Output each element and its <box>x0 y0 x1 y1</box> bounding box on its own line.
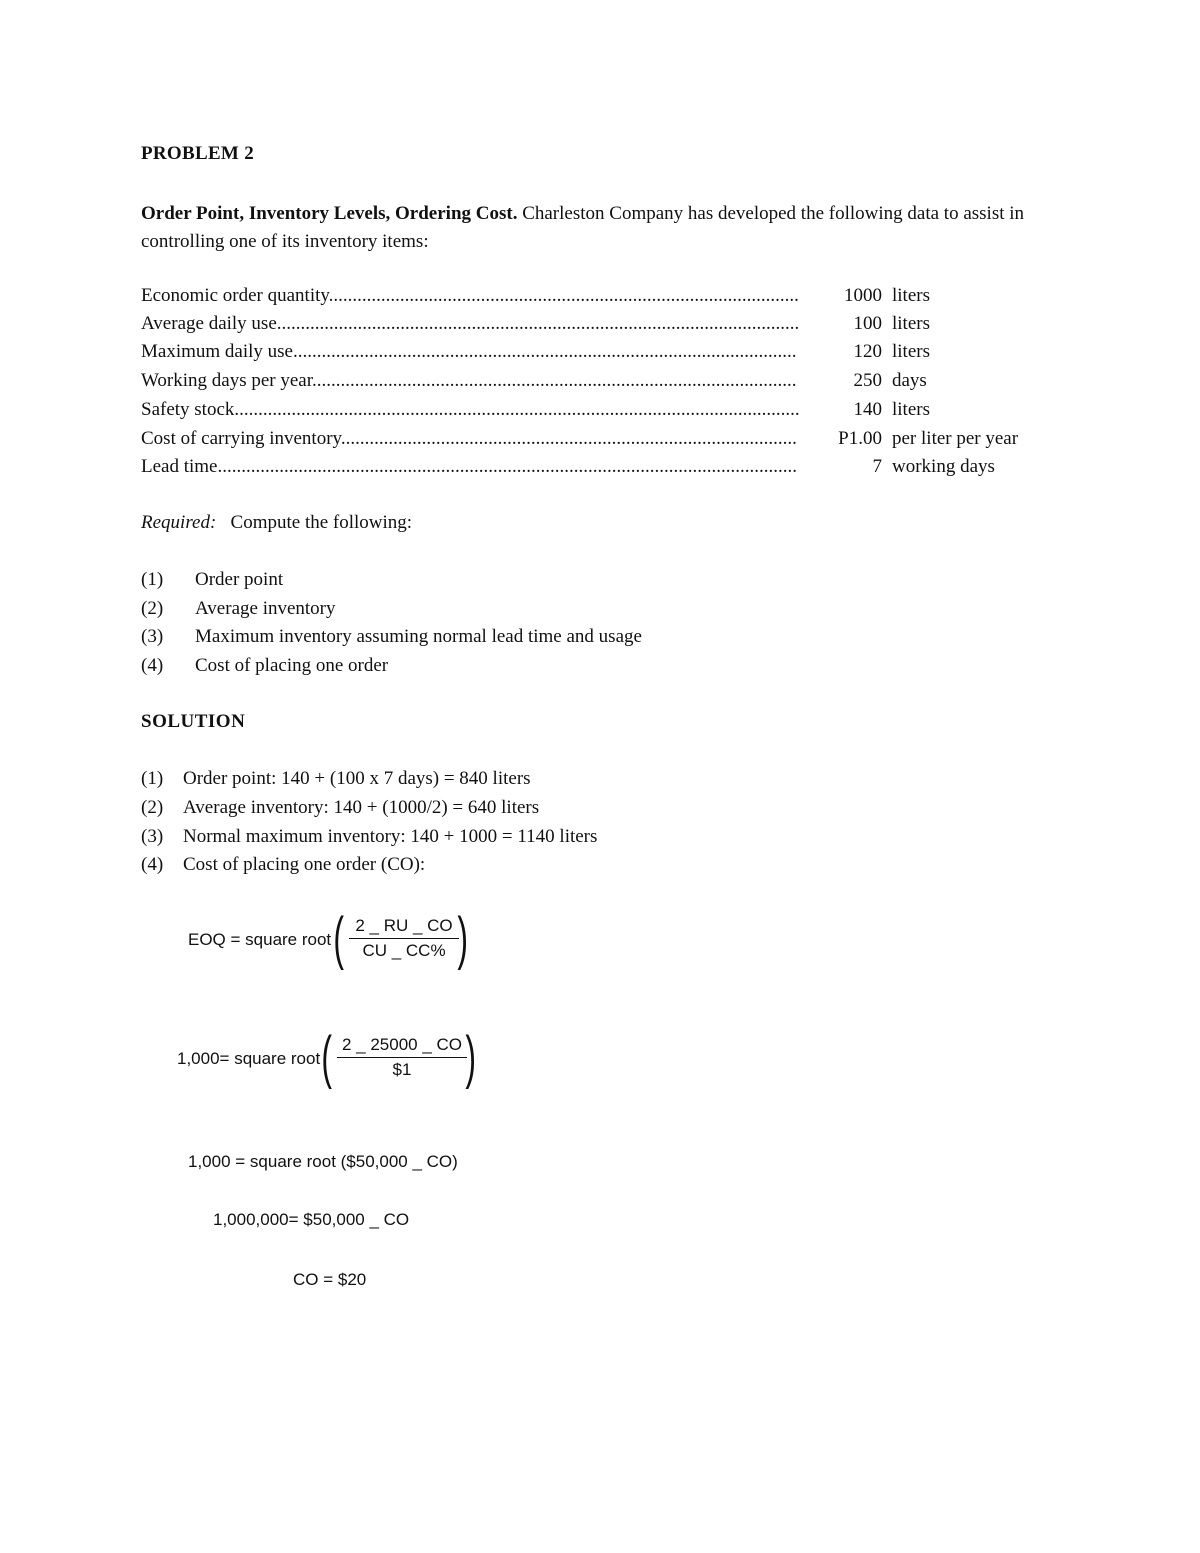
data-unit: working days <box>892 456 995 477</box>
data-row <box>141 428 797 450</box>
data-label: Economic order quantity <box>141 285 329 306</box>
required-item-text: Cost of placing one order <box>195 655 389 676</box>
data-row <box>141 456 797 478</box>
leader-dots: ....................................................................................................................... <box>234 399 800 420</box>
numerator: 2 _ RU _ CO <box>355 916 453 935</box>
left-paren: ( <box>333 906 344 971</box>
data-row <box>141 370 797 392</box>
denominator: CU _ CC% <box>362 941 446 960</box>
required-item-number: (2) <box>141 598 164 619</box>
data-row <box>141 399 800 421</box>
required-item-text: Order point <box>195 569 284 590</box>
solution-item-number: (4) <box>141 854 164 875</box>
solution-item-number: (2) <box>141 797 164 818</box>
problem-title: PROBLEM 2 <box>141 143 255 164</box>
intro-bold-lead: Order Point, Inventory Levels, Ordering Cost. <box>141 203 518 224</box>
data-row <box>141 313 799 335</box>
data-value: 7 <box>872 456 882 477</box>
solution-item-text: Normal maximum inventory: 140 + 1000 = 1140 liters <box>183 826 598 847</box>
required-line <box>141 512 412 534</box>
equation-lhs: EOQ = square root <box>188 930 332 949</box>
data-row <box>141 341 796 363</box>
required-item-text: Maximum inventory assuming normal lead time and usage <box>195 626 642 647</box>
data-value: P1.00 <box>838 428 882 449</box>
equation-result: CO = $20 <box>293 1270 367 1289</box>
solution-title: SOLUTION <box>141 711 246 732</box>
equation-step: 1,000,000= $50,000 _ CO <box>213 1210 410 1229</box>
solution-item-text: Cost of placing one order (CO): <box>183 854 426 875</box>
required-text: Compute the following: <box>230 512 413 533</box>
data-unit: per liter per year <box>892 428 1019 449</box>
data-value: 1000 <box>844 285 882 306</box>
left-paren: ( <box>321 1025 332 1090</box>
equation-step: 1,000 = square root ($50,000 _ CO) <box>188 1152 458 1171</box>
data-label: Maximum daily use <box>141 341 293 362</box>
leader-dots: ................................................................................................ <box>340 428 797 449</box>
right-paren: ) <box>457 906 468 971</box>
fraction <box>337 1035 467 1080</box>
data-value: 100 <box>853 313 882 334</box>
data-label: Safety stock <box>141 399 235 420</box>
leader-dots: .............................................................................................................. <box>276 313 800 334</box>
data-row <box>141 285 799 307</box>
data-unit: liters <box>892 285 930 306</box>
numerator: 2 _ 25000 _ CO <box>341 1035 463 1054</box>
solution-item-number: (1) <box>141 768 164 789</box>
data-unit: liters <box>892 313 930 334</box>
solution-item-text: Order point: 140 + (100 x 7 days) = 840 liters <box>183 768 531 789</box>
intro-paragraph <box>141 200 1071 256</box>
data-unit: liters <box>892 399 930 420</box>
right-paren: ) <box>465 1025 476 1090</box>
equation-lhs: 1,000= square root <box>177 1049 321 1068</box>
data-label: Working days per year <box>141 370 312 391</box>
data-unit: days <box>892 370 927 391</box>
data-label: Average daily use <box>141 313 277 334</box>
data-value: 140 <box>853 399 882 420</box>
leader-dots: .......................................................................................................... <box>292 341 797 362</box>
data-value: 120 <box>853 341 882 362</box>
denominator: $1 <box>392 1060 412 1079</box>
required-item-text: Average inventory <box>195 598 336 619</box>
data-unit: liters <box>892 341 930 362</box>
required-item-number: (4) <box>141 655 164 676</box>
required-item-number: (3) <box>141 626 164 647</box>
required-label: Required: <box>141 512 217 533</box>
data-value: 250 <box>853 370 882 391</box>
leader-dots: .......................................................................................................................... <box>217 456 797 477</box>
required-item-number: (1) <box>141 569 164 590</box>
fraction <box>349 916 459 961</box>
intro-text: Charleston Company has developed the following data to assist in controlling one of its inventory items: <box>141 203 1025 252</box>
leader-dots: ...................................................................................................... <box>312 370 797 391</box>
data-label: Lead time <box>141 456 218 477</box>
solution-item-text: Average inventory: 140 + (1000/2) = 640 liters <box>183 797 540 818</box>
leader-dots: ................................................................................................... <box>328 285 799 306</box>
solution-item-number: (3) <box>141 826 164 847</box>
data-label: Cost of carrying inventory <box>141 428 341 449</box>
